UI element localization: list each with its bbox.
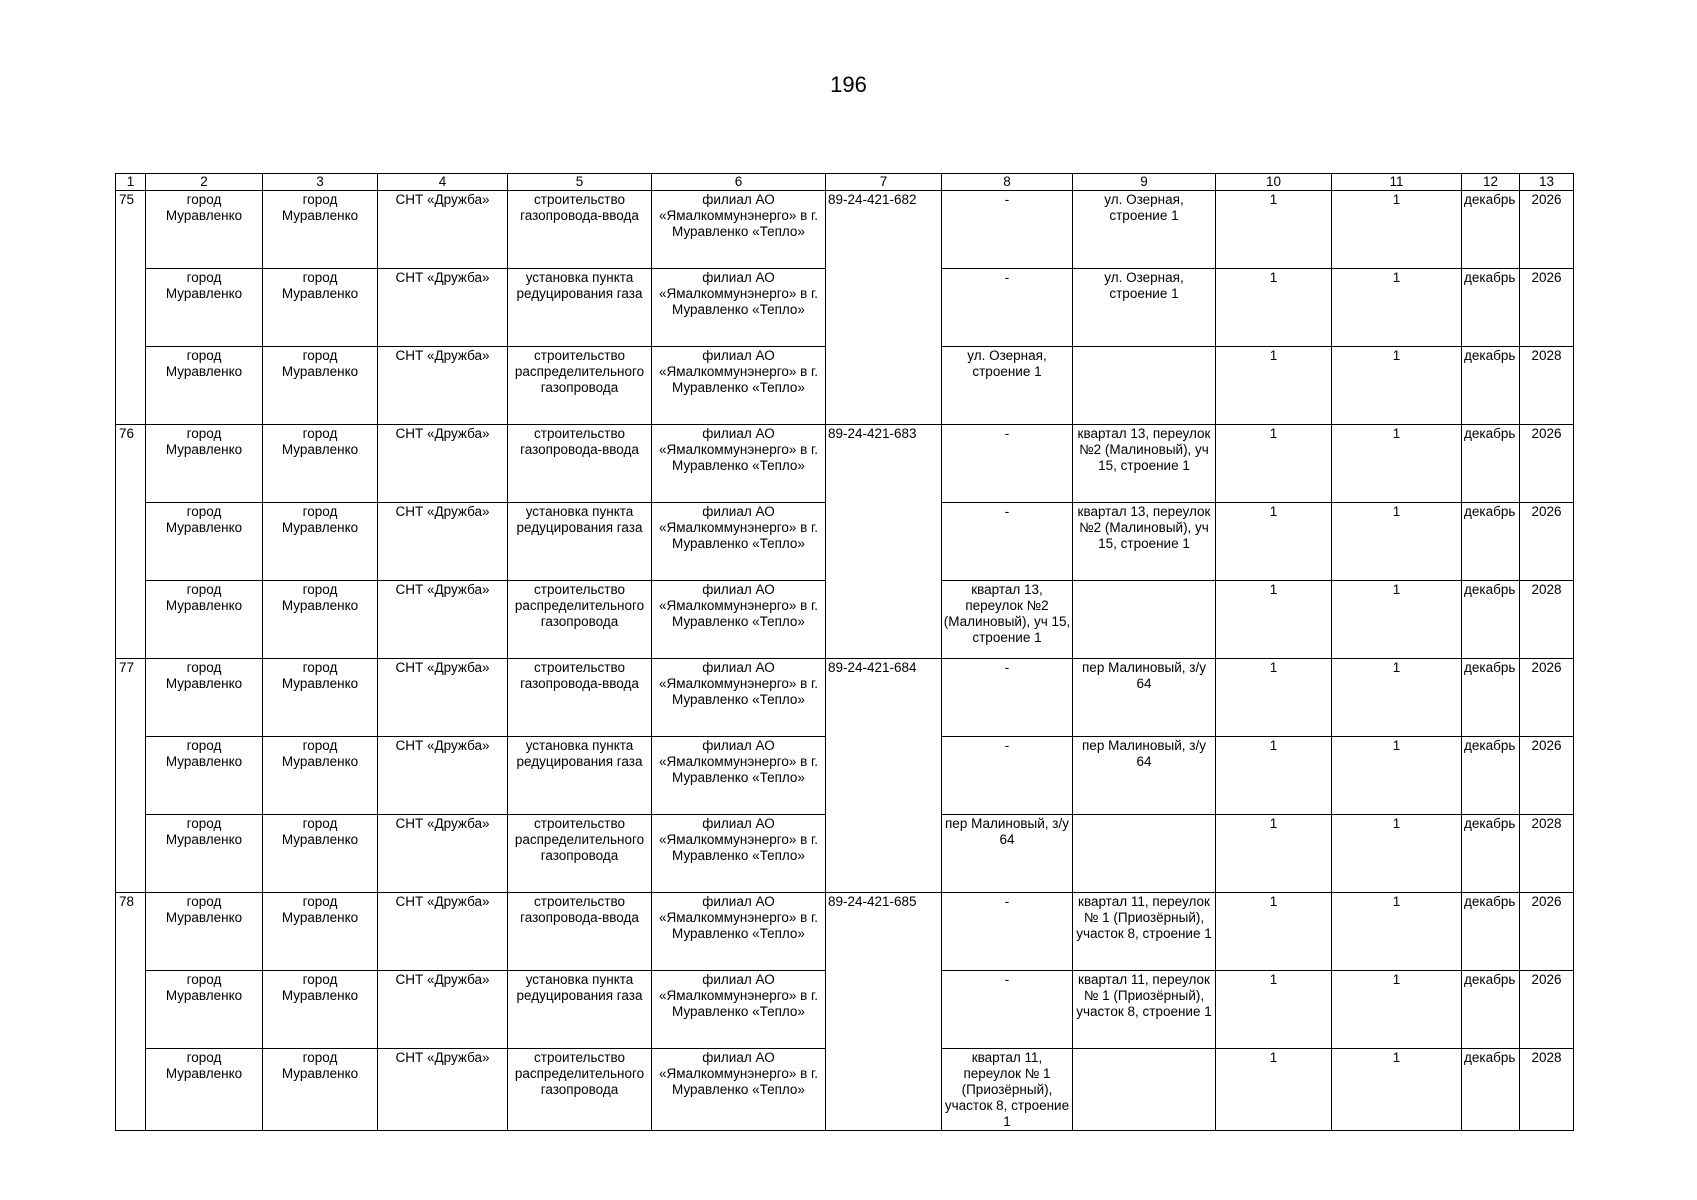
count-cell-10: 1 xyxy=(1216,1049,1332,1131)
count-cell-10: 1 xyxy=(1216,425,1332,503)
count-cell-11: 1 xyxy=(1332,971,1462,1049)
column-number-6: 6 xyxy=(652,174,826,191)
count-cell-11: 1 xyxy=(1332,815,1462,893)
count-cell-10: 1 xyxy=(1216,815,1332,893)
count-cell-11: 1 xyxy=(1332,191,1462,269)
address-cell-8: квартал 11, переулок № 1 (Приозёрный), участок 8, строение 1 xyxy=(942,1049,1073,1131)
settlement-cell: город Муравленко xyxy=(263,347,378,425)
address-cell-9: ул. Озерная, строение 1 xyxy=(1073,269,1216,347)
settlement-cell: город Муравленко xyxy=(263,269,378,347)
page-number: 196 xyxy=(830,72,867,97)
year-cell: 2026 xyxy=(1520,191,1574,269)
object-cell: СНТ «Дружба» xyxy=(378,503,508,581)
count-cell-10: 1 xyxy=(1216,581,1332,659)
object-cell: СНТ «Дружба» xyxy=(378,1049,508,1131)
count-cell-10: 1 xyxy=(1216,893,1332,971)
year-cell: 2026 xyxy=(1520,737,1574,815)
address-cell-8: - xyxy=(942,893,1073,971)
municipality-cell: город Муравленко xyxy=(146,425,263,503)
month-cell: декабрь xyxy=(1462,425,1520,503)
row-number: 77 xyxy=(116,659,146,893)
year-cell: 2026 xyxy=(1520,659,1574,737)
settlement-cell: город Муравленко xyxy=(263,581,378,659)
work-type-cell: строительство газопровода-ввода xyxy=(508,191,652,269)
month-cell: декабрь xyxy=(1462,893,1520,971)
count-cell-11: 1 xyxy=(1332,581,1462,659)
count-cell-11: 1 xyxy=(1332,1049,1462,1131)
month-cell: декабрь xyxy=(1462,815,1520,893)
code-cell: 89-24-421-683 xyxy=(826,425,942,659)
column-number-5: 5 xyxy=(508,174,652,191)
year-cell: 2028 xyxy=(1520,581,1574,659)
address-cell-8: - xyxy=(942,503,1073,581)
address-cell-9: пер Малиновый, з/у 64 xyxy=(1073,659,1216,737)
object-cell: СНТ «Дружба» xyxy=(378,269,508,347)
work-type-cell: строительство распределительного газопровода xyxy=(508,815,652,893)
work-type-cell: установка пункта редуцирования газа xyxy=(508,971,652,1049)
code-cell: 89-24-421-684 xyxy=(826,659,942,893)
table-row xyxy=(116,191,1574,269)
address-cell-9 xyxy=(1073,347,1216,425)
settlement-cell: город Муравленко xyxy=(263,971,378,1049)
municipality-cell: город Муравленко xyxy=(146,1049,263,1131)
address-cell-9 xyxy=(1073,581,1216,659)
column-number-2: 2 xyxy=(146,174,263,191)
column-number-1: 1 xyxy=(116,174,146,191)
count-cell-10: 1 xyxy=(1216,191,1332,269)
municipality-cell: город Муравленко xyxy=(146,971,263,1049)
work-type-cell: строительство газопровода-ввода xyxy=(508,425,652,503)
address-cell-8: ул. Озерная, строение 1 xyxy=(942,347,1073,425)
work-type-cell: строительство распределительного газопровода xyxy=(508,347,652,425)
address-cell-8: - xyxy=(942,425,1073,503)
settlement-cell: город Муравленко xyxy=(263,503,378,581)
row-number: 75 xyxy=(116,191,146,425)
count-cell-11: 1 xyxy=(1332,737,1462,815)
count-cell-10: 1 xyxy=(1216,269,1332,347)
month-cell: декабрь xyxy=(1462,191,1520,269)
column-number-7: 7 xyxy=(826,174,942,191)
object-cell: СНТ «Дружба» xyxy=(378,893,508,971)
work-type-cell: установка пункта редуцирования газа xyxy=(508,269,652,347)
work-type-cell: строительство газопровода-ввода xyxy=(508,659,652,737)
settlement-cell: город Муравленко xyxy=(263,191,378,269)
address-cell-9: пер Малиновый, з/у 64 xyxy=(1073,737,1216,815)
work-type-cell: строительство газопровода-ввода xyxy=(508,893,652,971)
address-cell-8: квартал 13, переулок №2 (Малиновый), уч 15, строение 1 xyxy=(942,581,1073,659)
municipality-cell: город Муравленко xyxy=(146,581,263,659)
year-cell: 2026 xyxy=(1520,971,1574,1049)
settlement-cell: город Муравленко xyxy=(263,737,378,815)
address-cell-8: - xyxy=(942,659,1073,737)
address-cell-8: - xyxy=(942,269,1073,347)
object-cell: СНТ «Дружба» xyxy=(378,659,508,737)
object-cell: СНТ «Дружба» xyxy=(378,347,508,425)
table-row xyxy=(116,893,1574,971)
count-cell-10: 1 xyxy=(1216,659,1332,737)
municipality-cell: город Муравленко xyxy=(146,191,263,269)
operator-cell: филиал АО «Ямалкоммунэнерго» в г. Муравленко «Тепло» xyxy=(652,191,826,269)
operator-cell: филиал АО «Ямалкоммунэнерго» в г. Муравленко «Тепло» xyxy=(652,1049,826,1131)
column-number-4: 4 xyxy=(378,174,508,191)
operator-cell: филиал АО «Ямалкоммунэнерго» в г. Муравленко «Тепло» xyxy=(652,971,826,1049)
year-cell: 2028 xyxy=(1520,347,1574,425)
object-cell: СНТ «Дружба» xyxy=(378,815,508,893)
count-cell-11: 1 xyxy=(1332,347,1462,425)
settlement-cell: город Муравленко xyxy=(263,893,378,971)
settlement-cell: город Муравленко xyxy=(263,1049,378,1131)
month-cell: декабрь xyxy=(1462,347,1520,425)
month-cell: декабрь xyxy=(1462,1049,1520,1131)
settlement-cell: город Муравленко xyxy=(263,659,378,737)
work-type-cell: установка пункта редуцирования газа xyxy=(508,503,652,581)
operator-cell: филиал АО «Ямалкоммунэнерго» в г. Муравленко «Тепло» xyxy=(652,425,826,503)
month-cell: декабрь xyxy=(1462,269,1520,347)
object-cell: СНТ «Дружба» xyxy=(378,581,508,659)
month-cell: декабрь xyxy=(1462,971,1520,1049)
row-number: 78 xyxy=(116,893,146,1131)
month-cell: декабрь xyxy=(1462,581,1520,659)
year-cell: 2028 xyxy=(1520,1049,1574,1131)
row-number: 76 xyxy=(116,425,146,659)
municipality-cell: город Муравленко xyxy=(146,737,263,815)
operator-cell: филиал АО «Ямалкоммунэнерго» в г. Муравленко «Тепло» xyxy=(652,581,826,659)
column-number-11: 11 xyxy=(1332,174,1462,191)
gasification-table xyxy=(115,173,1574,1131)
count-cell-11: 1 xyxy=(1332,503,1462,581)
count-cell-10: 1 xyxy=(1216,737,1332,815)
column-number-3: 3 xyxy=(263,174,378,191)
work-type-cell: строительство распределительного газопровода xyxy=(508,581,652,659)
address-cell-9 xyxy=(1073,815,1216,893)
work-type-cell: установка пункта редуцирования газа xyxy=(508,737,652,815)
year-cell: 2026 xyxy=(1520,503,1574,581)
count-cell-11: 1 xyxy=(1332,269,1462,347)
count-cell-11: 1 xyxy=(1332,659,1462,737)
table-row xyxy=(116,659,1574,737)
year-cell: 2026 xyxy=(1520,269,1574,347)
address-cell-8: - xyxy=(942,191,1073,269)
address-cell-8: пер Малиновый, з/у 64 xyxy=(942,815,1073,893)
operator-cell: филиал АО «Ямалкоммунэнерго» в г. Муравленко «Тепло» xyxy=(652,269,826,347)
year-cell: 2026 xyxy=(1520,425,1574,503)
address-cell-9 xyxy=(1073,1049,1216,1131)
column-numbers-row xyxy=(116,174,1574,191)
settlement-cell: город Муравленко xyxy=(263,425,378,503)
address-cell-9: квартал 13, переулок №2 (Малиновый), уч 15, строение 1 xyxy=(1073,503,1216,581)
municipality-cell: город Муравленко xyxy=(146,503,263,581)
object-cell: СНТ «Дружба» xyxy=(378,191,508,269)
operator-cell: филиал АО «Ямалкоммунэнерго» в г. Муравленко «Тепло» xyxy=(652,347,826,425)
address-cell-9: квартал 11, переулок № 1 (Приозёрный), участок 8, строение 1 xyxy=(1073,971,1216,1049)
operator-cell: филиал АО «Ямалкоммунэнерго» в г. Муравленко «Тепло» xyxy=(652,893,826,971)
object-cell: СНТ «Дружба» xyxy=(378,425,508,503)
operator-cell: филиал АО «Ямалкоммунэнерго» в г. Муравленко «Тепло» xyxy=(652,737,826,815)
count-cell-11: 1 xyxy=(1332,425,1462,503)
column-number-12: 12 xyxy=(1462,174,1520,191)
address-cell-9: ул. Озерная, строение 1 xyxy=(1073,191,1216,269)
column-number-8: 8 xyxy=(942,174,1073,191)
column-number-10: 10 xyxy=(1216,174,1332,191)
address-cell-8: - xyxy=(942,971,1073,1049)
object-cell: СНТ «Дружба» xyxy=(378,971,508,1049)
count-cell-11: 1 xyxy=(1332,893,1462,971)
month-cell: декабрь xyxy=(1462,659,1520,737)
municipality-cell: город Муравленко xyxy=(146,893,263,971)
municipality-cell: город Муравленко xyxy=(146,347,263,425)
column-number-9: 9 xyxy=(1073,174,1216,191)
month-cell: декабрь xyxy=(1462,737,1520,815)
municipality-cell: город Муравленко xyxy=(146,659,263,737)
code-cell: 89-24-421-682 xyxy=(826,191,942,425)
year-cell: 2026 xyxy=(1520,893,1574,971)
month-cell: декабрь xyxy=(1462,503,1520,581)
object-cell: СНТ «Дружба» xyxy=(378,737,508,815)
address-cell-8: - xyxy=(942,737,1073,815)
year-cell: 2028 xyxy=(1520,815,1574,893)
municipality-cell: город Муравленко xyxy=(146,815,263,893)
address-cell-9: квартал 13, переулок №2 (Малиновый), уч 15, строение 1 xyxy=(1073,425,1216,503)
operator-cell: филиал АО «Ямалкоммунэнерго» в г. Муравленко «Тепло» xyxy=(652,815,826,893)
column-number-13: 13 xyxy=(1520,174,1574,191)
table-row xyxy=(116,425,1574,503)
count-cell-10: 1 xyxy=(1216,503,1332,581)
settlement-cell: город Муравленко xyxy=(263,815,378,893)
count-cell-10: 1 xyxy=(1216,347,1332,425)
address-cell-9: квартал 11, переулок № 1 (Приозёрный), участок 8, строение 1 xyxy=(1073,893,1216,971)
municipality-cell: город Муравленко xyxy=(146,269,263,347)
code-cell: 89-24-421-685 xyxy=(826,893,942,1131)
count-cell-10: 1 xyxy=(1216,971,1332,1049)
operator-cell: филиал АО «Ямалкоммунэнерго» в г. Муравленко «Тепло» xyxy=(652,503,826,581)
work-type-cell: строительство распределительного газопровода xyxy=(508,1049,652,1131)
operator-cell: филиал АО «Ямалкоммунэнерго» в г. Муравленко «Тепло» xyxy=(652,659,826,737)
